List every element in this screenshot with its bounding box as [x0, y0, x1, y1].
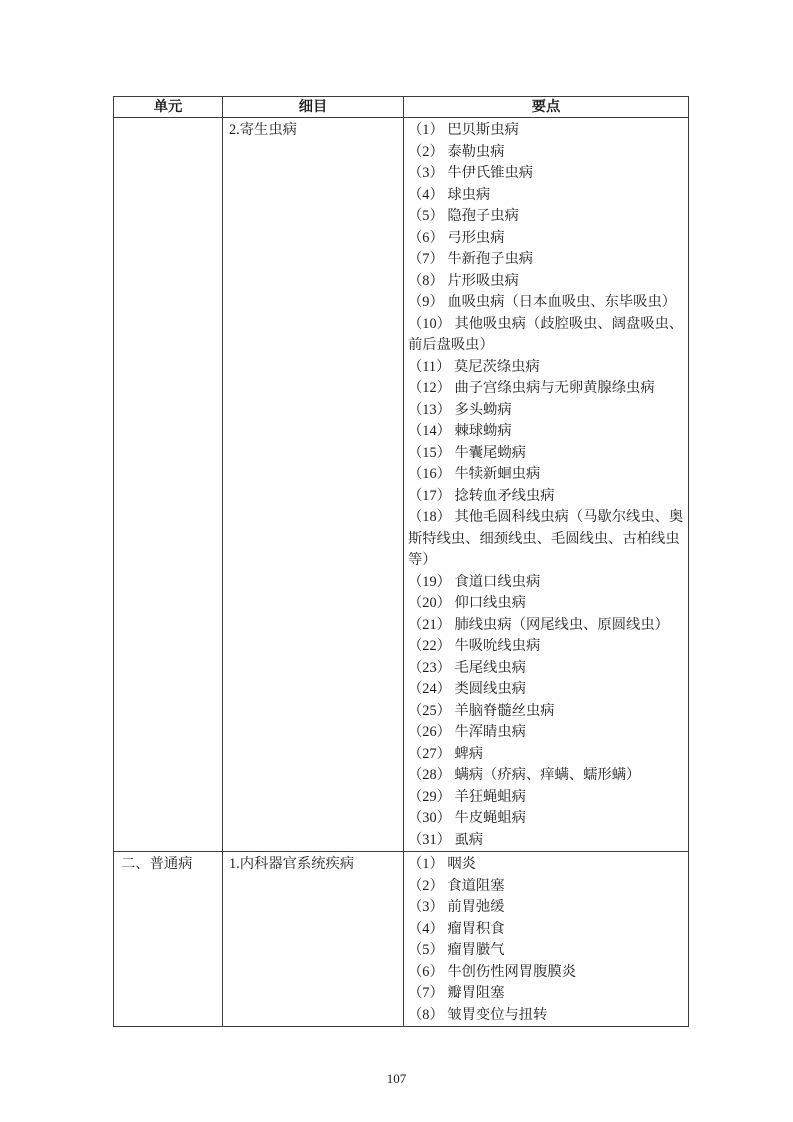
- point-item: （9） 血吸虫病（日本血吸虫、东毕吸虫）: [408, 294, 677, 310]
- point-item: （12） 曲子宫绦虫病与无卵黄腺绦虫病: [408, 380, 655, 396]
- syllabus-table: [113, 96, 689, 1027]
- point-item: （1） 咽炎: [408, 856, 476, 872]
- point-item: （18） 其他毛圆科线虫病（马歇尔线虫、奥斯特线虫、细颈线虫、毛圆线虫、古柏线虫等）: [408, 509, 684, 568]
- point-item: （10） 其他吸虫病（歧腔吸虫、阔盘吸虫、前后盘吸虫）: [408, 315, 684, 353]
- point-item: （13） 多头蚴病: [408, 401, 512, 418]
- point-item: （8） 片形吸虫病: [408, 272, 519, 289]
- point-item: （1） 巴贝斯虫病: [408, 122, 519, 138]
- point-item: （30） 牛皮蝇蛆病: [408, 810, 526, 826]
- unit-cell: [114, 118, 223, 852]
- point-item: （11） 莫尼茨绦虫病: [408, 358, 540, 375]
- point-item: （31） 虱病: [408, 831, 484, 848]
- point-item: （3） 前胃弛缓: [408, 899, 505, 915]
- point-item: （29） 羊狂蝇蛆病: [408, 788, 526, 805]
- points-cell: [404, 118, 689, 852]
- point-item: （28） 螨病（疥病、痒螨、蠕形螨）: [408, 767, 641, 783]
- point-item: （8） 皱胃变位与扭转: [408, 1006, 548, 1023]
- table-row: [114, 118, 689, 852]
- point-item: （16） 牛犊新蛔虫病: [408, 466, 541, 482]
- point-item: （5） 隐孢子虫病: [408, 208, 519, 224]
- column-header-unit: 单元: [114, 97, 223, 118]
- point-item: （4） 球虫病: [408, 186, 491, 203]
- point-item: （6） 弓形虫病: [408, 229, 505, 246]
- point-item: （6） 牛创伤性网胃腹膜炎: [408, 963, 576, 980]
- point-item: （3） 牛伊氏锥虫病: [408, 165, 534, 181]
- point-item: （19） 食道口线虫病: [408, 573, 541, 590]
- point-item: （23） 毛尾线虫病: [408, 659, 526, 676]
- table-row: [114, 852, 689, 1027]
- point-item: （27） 蜱病: [408, 745, 484, 762]
- point-item: （14） 棘球蚴病: [408, 423, 512, 439]
- point-item: （26） 牛浑睛虫病: [408, 724, 526, 740]
- item-cell: 1.内科器官系统疾病: [223, 852, 404, 1027]
- point-item: （7） 牛新孢子虫病: [408, 251, 534, 267]
- point-item: （7） 瓣胃阻塞: [408, 985, 505, 1001]
- point-item: （2） 食道阻塞: [408, 877, 505, 894]
- point-item: （20） 仰口线虫病: [408, 595, 526, 611]
- page-number: 107: [386, 1071, 407, 1086]
- item-cell: 2.寄生虫病: [223, 118, 404, 852]
- points-cell: [404, 852, 689, 1027]
- point-item: （25） 羊脑脊髓丝虫病: [408, 702, 555, 719]
- point-item: （4） 瘤胃积食: [408, 920, 505, 937]
- point-item: （5） 瘤胃臌气: [408, 942, 505, 958]
- table-header-row: [114, 97, 689, 118]
- column-header-item: 细目: [223, 97, 404, 118]
- point-item: （21） 肺线虫病（网尾线虫、原圆线虫）: [408, 616, 669, 633]
- point-item: （22） 牛吸吮线虫病: [408, 638, 541, 654]
- point-item: （24） 类圆线虫病: [408, 681, 526, 697]
- column-header-points: 要点: [404, 97, 689, 118]
- point-item: （17） 捻转血矛线虫病: [408, 487, 555, 504]
- point-item: （15） 牛囊尾蚴病: [408, 444, 526, 461]
- unit-cell: 二、普通病: [114, 852, 223, 1027]
- point-item: （2） 泰勒虫病: [408, 143, 505, 160]
